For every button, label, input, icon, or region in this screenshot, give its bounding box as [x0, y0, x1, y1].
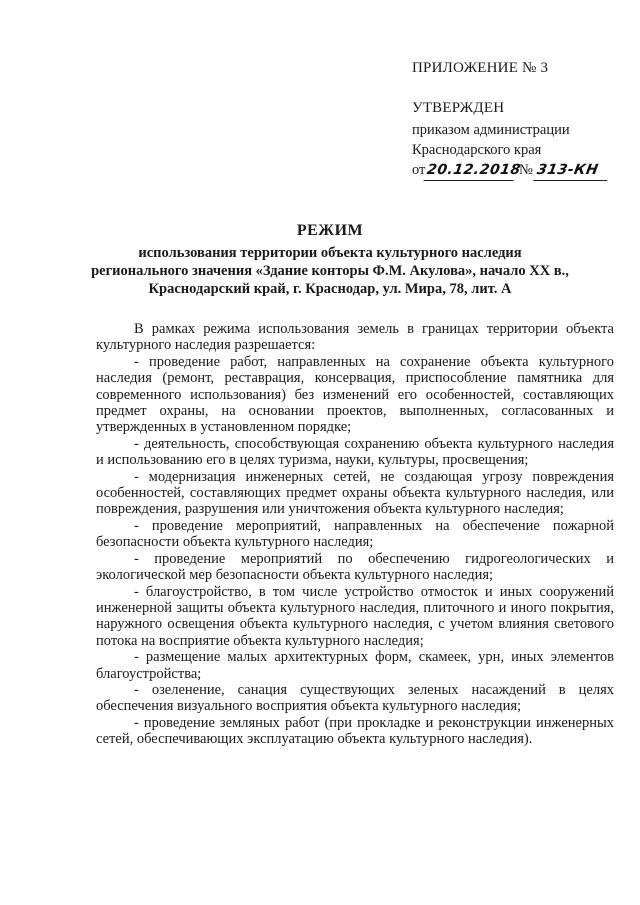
- approval-date-number-line: [412, 160, 632, 181]
- from-label: от: [412, 162, 426, 178]
- approval-line-1: приказом администрации: [412, 122, 570, 138]
- number-label: №: [519, 162, 533, 178]
- appendix-label: ПРИЛОЖЕНИЕ № 3: [412, 60, 549, 76]
- heading-subtitle-line-2: регионального значения «Здание конторы Ф.М. Акулова», начало XX в.,: [91, 263, 569, 279]
- list-item: - проведение мероприятий по обеспечению гидрогеологических и экологической мер безопасности объекта культурного наследия;: [96, 550, 614, 584]
- intro-paragraph: В рамках режима использования земель в границах территории объекта культурного наследия разрешается:: [96, 321, 614, 354]
- document-heading: [80, 222, 580, 298]
- approval-line-2: Краснодарского края: [412, 142, 542, 158]
- approval-block: [412, 98, 632, 181]
- list-item: - модернизация инженерных сетей, не создающая угрозу повреждения особенностей, составляющих предмет охраны объекта культурного наследия, или повреждения, разрушения или уничтожения объекта культурного наследия;: [96, 468, 614, 518]
- list-item: - размещение малых архитектурных форм, скамеек, урн, иных элементов благоустройства;: [96, 649, 614, 682]
- list-item: - проведение мероприятий, направленных на обеспечение пожарной безопасности объекта культурного наследия;: [96, 517, 614, 551]
- list-item: - деятельность, способствующая сохранению объекта культурного наследия и использованию его в целях туризма, науки, культуры, просвещения;: [96, 435, 614, 469]
- heading-subtitle-line-3: Краснодарский край, г. Краснодар, ул. Мира, 78, лит. А: [148, 281, 512, 297]
- list-item: - проведение земляных работ (при прокладке и реконструкции инженерных сетей, обеспечивающих эксплуатацию объекта культурного наследия).: [96, 714, 614, 748]
- heading-title: РЕЖИМ: [296, 222, 364, 239]
- list-item: - благоустройство, в том числе устройство отмосток и иных сооружений инженерной защиты объекта культурного наследия, плиточного и иного покрытия, наружного освещения объекта культурного наследия, с учетом влияния светового потока на восприятие объекта культурного наследия;: [96, 583, 614, 649]
- heading-subtitle-line-1: использования территории объекта культурного наследия: [138, 245, 522, 261]
- handwritten-date: 20.12.2018: [424, 160, 517, 181]
- list-item: - озеленение, санация существующих зеленых насаждений в целях обеспечения визуального восприятия объекта культурного наследия;: [96, 681, 614, 715]
- document-body: [96, 321, 614, 748]
- approval-title: УТВЕРЖДЕН: [412, 100, 505, 116]
- handwritten-number: 313-КН: [533, 160, 611, 181]
- list-item: - проведение работ, направленных на сохранение объекта культурного наследия (ремонт, реставрация, консервация, приспособление памятника для современного использования) без изменений его особенностей, составляющих предмет охраны, на основании проектов, выполненных, согласованных и утвержденных в установленном порядке;: [96, 353, 614, 436]
